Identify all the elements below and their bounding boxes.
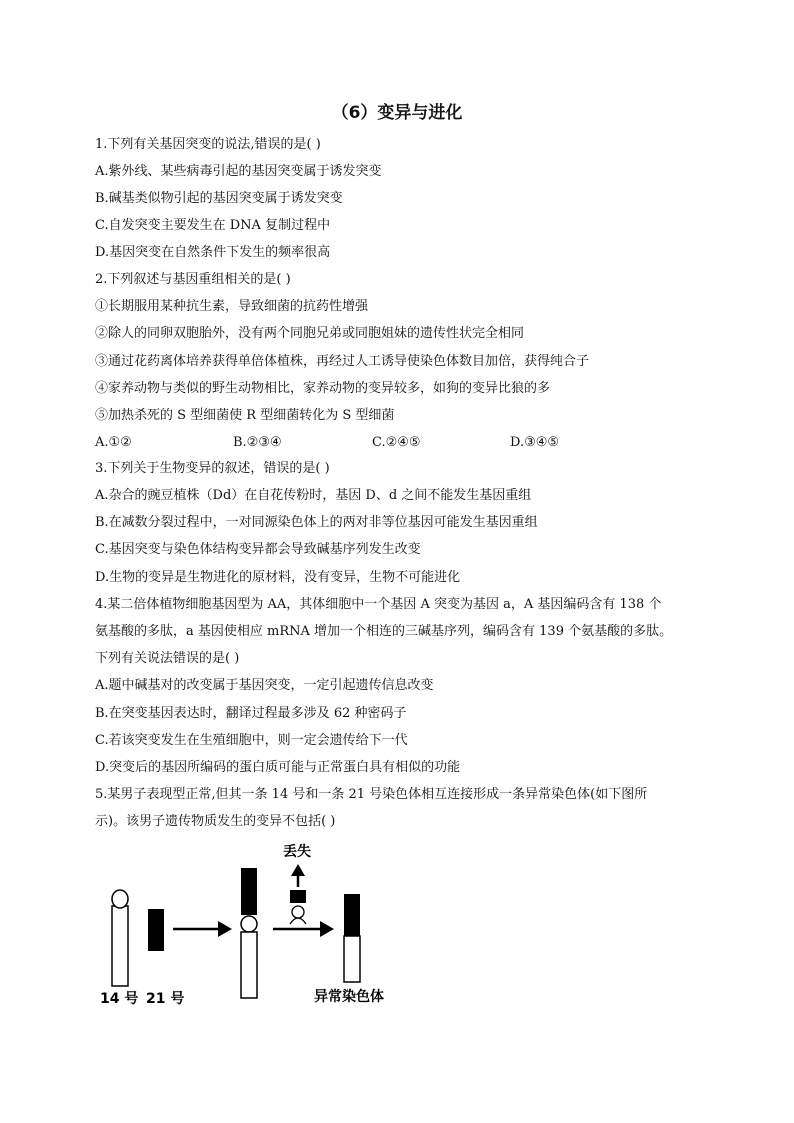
q2-option-c: C.②④⑤ bbox=[372, 435, 421, 450]
abnormal-white-arm bbox=[344, 936, 360, 982]
q2-statement-5: ⑤加热杀死的 S 型细菌使 R 型细菌转化为 S 型细菌 bbox=[95, 408, 395, 423]
q4-stem-line-3: 下列有关说法错误的是( ) bbox=[95, 651, 240, 666]
q2-statement-4: ④家养动物与类似的野生动物相比，家养动物的变异较多，如狗的变异比狼的多 bbox=[95, 381, 551, 396]
q4-option-d: D.突变后的基因所编码的蛋白质可能与正常蛋白具有相似的功能 bbox=[95, 760, 461, 775]
q2-statement-3: ③通过花药离体培养获得单倍体植株，再经过人工诱导使染色体数目加倍，获得纯合子 bbox=[95, 354, 590, 369]
q5-stem-line-2: 示)。该男子遗传物质发生的变异不包括( ) bbox=[95, 814, 336, 829]
q4-option-b: B.在突变基因表达时，翻译过程最多涉及 62 种密码子 bbox=[95, 706, 407, 721]
page-title: （6）变异与进化 bbox=[331, 103, 463, 123]
lost-centromere bbox=[292, 906, 304, 918]
q1-option-a: A.紫外线、某些病毒引起的基因突变属于诱发突变 bbox=[95, 164, 382, 179]
q3-option-c: C.基因突变与染色体结构变异都会导致碱基序列发生改变 bbox=[95, 542, 421, 557]
q1-option-d: D.基因突变在自然条件下发生的频率很高 bbox=[95, 245, 331, 260]
q4-option-c: C.若该突变发生在生殖细胞中，则一定会遗传给下一代 bbox=[95, 733, 408, 748]
joined-black-arm bbox=[241, 868, 257, 915]
lost-fragment bbox=[290, 890, 306, 903]
q4-option-a: A.题中碱基对的改变属于基因突变，一定引起遗传信息改变 bbox=[95, 678, 434, 693]
q2-option-a: A.①② bbox=[95, 435, 132, 450]
q3-option-d: D.生物的变异是生物进化的原材料，没有变异，生物不可能进化 bbox=[95, 570, 461, 585]
q2-statement-2: ②除人的同卵双胞胎外，没有两个同胞兄弟或同胞姐妹的遗传性状完全相同 bbox=[95, 326, 525, 341]
q5-stem-line-1: 5.某男子表现型正常,但其一条 14 号和一条 21 号染色体相互连接形成一条异常染色体(如下图所 bbox=[95, 787, 648, 802]
q3-option-a: A.杂合的豌豆植株（Dd）在自花传粉时，基因 D、d 之间不能发生基因重组 bbox=[95, 488, 532, 503]
q3-stem: 3.下列关于生物变异的叙述，错误的是( ) bbox=[95, 461, 330, 476]
q1-option-c: C.自发突变主要发生在 DNA 复制过程中 bbox=[95, 218, 331, 233]
label-lost: 丢失 bbox=[283, 844, 311, 860]
chromosome-14-centromere bbox=[112, 890, 128, 908]
arrow-2-head bbox=[320, 921, 334, 937]
q4-stem-line-1: 4.某二倍体植物细胞基因型为 AA，其体细胞中一个基因 A 突变为基因 a，A 基因编码含有 138 个 bbox=[95, 597, 662, 612]
q3-option-b: B.在减数分裂过程中，一对同源染色体上的两对非等位基因可能发生基因重组 bbox=[95, 515, 538, 530]
abnormal-black-arm bbox=[344, 894, 360, 936]
q2-stem: 2.下列叙述与基因重组相关的是( ) bbox=[95, 272, 291, 287]
q2-statement-1: ①长期服用某种抗生素，导致细菌的抗药性增强 bbox=[95, 299, 369, 314]
lost-centromere-lower bbox=[290, 918, 306, 924]
label-21: 21 号 bbox=[146, 991, 185, 1007]
q2-option-d: D.③④⑤ bbox=[510, 435, 560, 450]
q2-option-b: B.②③④ bbox=[233, 435, 282, 450]
q1-stem: 1.下列有关基因突变的说法,错误的是( ) bbox=[95, 137, 321, 152]
q1-option-b: B.碱基类似物引起的基因突变属于诱发突变 bbox=[95, 191, 343, 206]
chromosome-21-arm bbox=[148, 909, 164, 951]
arrow-1-head bbox=[218, 921, 232, 937]
label-14: 14 号 bbox=[100, 991, 139, 1007]
joined-white-arm bbox=[241, 932, 257, 998]
up-arrow-head bbox=[291, 864, 305, 876]
chromosome-14-arm bbox=[112, 906, 128, 986]
label-abnormal: 异常染色体 bbox=[314, 989, 384, 1005]
joined-centromere bbox=[241, 916, 257, 932]
q4-stem-line-2: 氨基酸的多肽，a 基因使相应 mRNA 增加一个相连的三碱基序列，编码含有 139 个氨基酸的多肽。 bbox=[95, 624, 673, 639]
